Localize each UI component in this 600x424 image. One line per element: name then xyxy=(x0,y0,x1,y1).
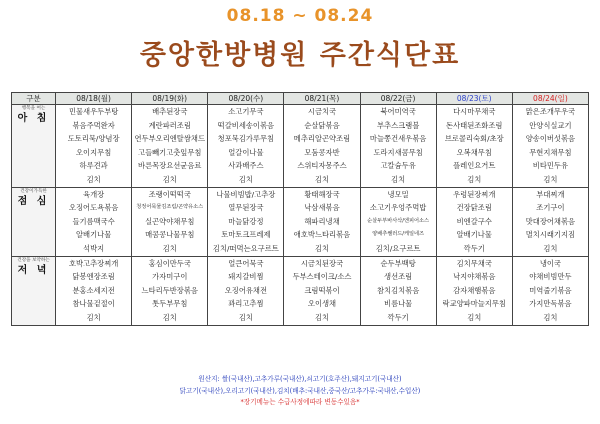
menu-item: 석박지 xyxy=(83,243,105,253)
meal-label-dinner xyxy=(12,256,56,325)
menu-item: 다시마무채국 xyxy=(453,107,496,116)
menu-item: 나물비빔밥/고추장 xyxy=(216,189,276,199)
origin-line-1: 원산지: 쌀(국내산),고추가루(국내산),쇠고기(호주산),돼지고기(국내산) xyxy=(198,375,402,383)
menu-item: 김치 xyxy=(238,312,253,322)
menu-cell xyxy=(56,105,132,188)
meal-label-breakfast xyxy=(12,105,56,188)
menu-item: 크림떡볶이 xyxy=(304,285,340,295)
menu-item: 시금치된장국 xyxy=(300,258,344,268)
day-header-saturday: 08/23(토) xyxy=(436,93,512,105)
meal-label-lunch xyxy=(12,187,56,256)
menu-item: 순살두부바사삭/엔피어소스 xyxy=(367,217,430,224)
corner-label: 구분 xyxy=(12,93,56,105)
menu-item: 시금치국 xyxy=(307,107,337,116)
menu-item: 가지만독볶음 xyxy=(529,299,572,309)
menu-item: 미역줄기볶음 xyxy=(529,285,572,295)
menu-item: 연두부오리엔탈쌈채드 xyxy=(134,134,205,144)
menu-item: 건장닭조림 xyxy=(456,203,492,213)
menu-item: 오이생채 xyxy=(307,299,337,309)
meal-subtitle: 행복을 여는 xyxy=(21,106,46,111)
menu-item: 해파리냉채 xyxy=(304,216,340,226)
menu-item: 김치 xyxy=(162,174,177,184)
menu-item: 두부스테이크/소스 xyxy=(292,272,352,282)
menu-item: 비엔갈구수 xyxy=(456,216,492,226)
menu-item: 플레인요거트 xyxy=(453,161,496,171)
menu-item: 들기름맥국수 xyxy=(72,216,115,226)
menu-item: 북어미역국 xyxy=(380,107,416,116)
menu-item: 비름나물 xyxy=(384,299,413,309)
menu-cell xyxy=(512,256,588,325)
menu-item: 오이지무침 xyxy=(76,147,112,157)
menu-cell xyxy=(512,187,588,256)
menu-item: 참나물겉절이 xyxy=(72,299,115,309)
menu-item: 김치 xyxy=(162,243,177,253)
menu-item: 사과배주스 xyxy=(228,161,264,171)
menu-item: 부추스크램블 xyxy=(376,120,420,130)
menu-item: 조랭이떡떡국 xyxy=(148,189,191,199)
menu-cell xyxy=(284,256,360,325)
meal-row-lunch xyxy=(12,187,589,256)
menu-cell xyxy=(132,256,208,325)
day-header: 08/22(금) xyxy=(360,93,436,105)
menu-item: 호박고추장찌개 xyxy=(68,258,119,268)
menu-item: 김치 xyxy=(391,174,406,184)
menu-item: 브로콜리숙회/초장 xyxy=(444,134,504,144)
menu-cell xyxy=(512,105,588,188)
day-header: 08/19(화) xyxy=(132,93,208,105)
menu-cell xyxy=(360,256,436,325)
menu-item: 돼지갈비찜 xyxy=(228,272,264,282)
menu-item: 김치/떠먹는요구르트 xyxy=(212,243,279,253)
menu-item: 순살닭볶음 xyxy=(304,120,340,130)
menu-cell xyxy=(436,187,512,256)
menu-item: 부대찌개 xyxy=(536,189,565,199)
menu-item: 낙삼새볶음 xyxy=(304,203,340,213)
menu-item: 느타리두반장볶음 xyxy=(141,285,198,295)
menu-item: 분홍소세지전 xyxy=(72,285,115,295)
menu-item: 낙지야채볶음 xyxy=(453,272,496,282)
menu-item: 김치무채국 xyxy=(456,258,492,268)
date-range: 08.18 ~ 08.24 xyxy=(226,6,374,26)
menu-cell xyxy=(56,256,132,325)
meal-name: 점 심 xyxy=(17,195,50,207)
menu-item: 참치김치볶음 xyxy=(376,285,420,295)
menu-item: 오복채무침 xyxy=(456,147,492,157)
header-row xyxy=(12,93,589,105)
menu-item: 계란파러조림 xyxy=(148,120,191,130)
menu-item: 얼갈이나물 xyxy=(228,147,264,157)
meal-name: 저 녁 xyxy=(17,264,50,276)
menu-cell xyxy=(208,105,284,188)
menu-cell xyxy=(360,187,436,256)
menu-cell xyxy=(436,105,512,188)
menu-item: 황태해장국 xyxy=(304,189,340,199)
menu-cell xyxy=(56,187,132,256)
menu-item: 볶음주먹완자 xyxy=(72,120,115,130)
menu-item: 실곤약야채무침 xyxy=(145,216,195,226)
menu-item: 냉이국 xyxy=(539,258,561,268)
menu-item: 애호박느타리볶음 xyxy=(293,230,351,240)
menu-item: 마늘쫑건새우볶음 xyxy=(369,134,427,144)
menu-item: 조기구이 xyxy=(536,203,565,213)
menu-item: 맑은조개무우국 xyxy=(525,107,576,116)
page-title: 중앙한방병원 주간식단표 xyxy=(139,40,461,71)
menu-item: 김치 xyxy=(543,312,558,322)
menu-item: 알배기나물 xyxy=(456,230,492,240)
menu-cell xyxy=(208,187,284,256)
menu-cell xyxy=(132,105,208,188)
menu-item: 마늘닭강정 xyxy=(228,216,264,226)
menu-item: 꽈리고추찜 xyxy=(228,299,264,309)
menu-item: 하루견과 xyxy=(79,161,108,171)
meal-subtitle: 건강을 보약하는 xyxy=(17,257,50,263)
menu-item: 김치 xyxy=(86,174,101,184)
day-header: 08/20(수) xyxy=(208,93,284,105)
menu-item: 얼큰어묵국 xyxy=(228,258,264,268)
meal-row-breakfast xyxy=(12,105,589,188)
menu-item: 깍두기 xyxy=(463,243,485,253)
menu-item: 소고기무국 xyxy=(228,107,264,116)
menu-cell xyxy=(284,105,360,188)
menu-item: 김치 xyxy=(162,312,177,322)
menu-item: 야채비빔만두 xyxy=(529,272,572,282)
origin-note: *장기메뉴는 수급사정에따라 변동수있음* xyxy=(240,398,360,406)
menu-item: 맛대장어채볶음 xyxy=(525,216,576,226)
menu-item: 김치 xyxy=(86,312,101,322)
menu-item: 떡갈비세송이볶음 xyxy=(217,120,275,130)
menu-item: 김치 xyxy=(467,312,482,322)
menu-cell xyxy=(132,187,208,256)
menu-item: 모둠콩자반 xyxy=(304,147,340,157)
menu-item: 청포묵김가루무침 xyxy=(217,134,275,144)
day-header-sunday: 08/24(일) xyxy=(512,93,588,105)
menu-item: 바른목장요선균음료 xyxy=(138,161,202,171)
menu-item: 김치 xyxy=(467,174,482,184)
menu-item: 멸치시래기지짐 xyxy=(525,230,576,240)
menu-item: 닭봉엔장조림 xyxy=(72,272,115,282)
menu-item: 양송이버섯볶음 xyxy=(525,134,576,144)
menu-item: 배추된장국 xyxy=(152,107,188,116)
menu-cell xyxy=(436,256,512,325)
day-header: 08/21(목) xyxy=(284,93,360,105)
menu-item: 김치/요구르트 xyxy=(375,243,421,253)
menu-item: 매콤콩나물무침 xyxy=(145,230,195,240)
menu-item: 청정어묵물김조림/곤약유소스 xyxy=(136,204,204,211)
menu-item: 돈사태된조화조림 xyxy=(446,120,503,130)
menu-cell xyxy=(360,105,436,188)
menu-item: 스위티자몽주스 xyxy=(297,161,347,171)
menu-item: 메추리알곤약조림 xyxy=(293,134,351,144)
menu-item: 톳두부무침 xyxy=(152,299,188,309)
menu-item: 무현지채무침 xyxy=(529,147,572,157)
menu-item: 감자채햄볶음 xyxy=(453,285,496,295)
origin-line-2: 닭고기(국내산),오리고기(국내산),김치(배추:국내산,중국산/고추가루:국내산,수입산) xyxy=(179,386,421,395)
menu-item: 안양식실교기 xyxy=(529,120,572,130)
menu-item: 민물새우두부탕 xyxy=(68,107,119,116)
menu-item: 생선조림 xyxy=(384,272,413,282)
menu-item: 김치 xyxy=(543,174,558,184)
menu-item: 도토리묵/양념장 xyxy=(67,134,120,144)
menu-item: 김치 xyxy=(314,174,330,184)
weekly-menu-table xyxy=(11,92,589,326)
meal-name: 아 침 xyxy=(17,113,50,124)
menu-item: 깍두기 xyxy=(387,312,409,322)
menu-item: 토마토크프레제 xyxy=(221,230,271,240)
menu-item: 오징어도욕볶음 xyxy=(68,203,119,213)
menu-item: 김치 xyxy=(543,243,558,253)
menu-cell xyxy=(284,187,360,256)
menu-item: 가자미구이 xyxy=(152,272,188,282)
menu-item: 순두부백탕 xyxy=(380,258,416,268)
origin-info xyxy=(11,374,589,409)
menu-item: 고들빼기고춧잎무침 xyxy=(138,147,202,157)
meal-row-dinner xyxy=(12,256,589,325)
menu-item: 홍심이만두국 xyxy=(148,258,191,268)
menu-item: 김치 xyxy=(238,174,253,184)
menu-item: 고칼슘두유 xyxy=(380,161,416,171)
menu-item: 락교양파마늘지무침 xyxy=(442,299,506,309)
menu-item: 우렁된장찌개 xyxy=(453,189,496,199)
menu-cell xyxy=(208,256,284,325)
menu-item: 알배기나물 xyxy=(76,230,112,240)
menu-item: 김치 xyxy=(314,312,330,322)
menu-item: 육개장 xyxy=(83,189,105,199)
meal-subtitle: 건강이가득한 xyxy=(20,188,47,194)
menu-item: 도라지새콤무침 xyxy=(373,147,423,157)
menu-item: 비타민두유 xyxy=(532,161,569,171)
menu-item: 김치 xyxy=(314,243,330,253)
menu-item: 열무된장국 xyxy=(228,203,264,213)
menu-item: 소고기우엉주먹밥 xyxy=(369,203,427,213)
menu-item: 오징어유채전 xyxy=(224,285,268,295)
day-header: 08/18(월) xyxy=(56,93,132,105)
menu-item: 냉모밀 xyxy=(387,189,409,199)
menu-item: 양배추쌜러드/케일네즈 xyxy=(372,231,425,238)
